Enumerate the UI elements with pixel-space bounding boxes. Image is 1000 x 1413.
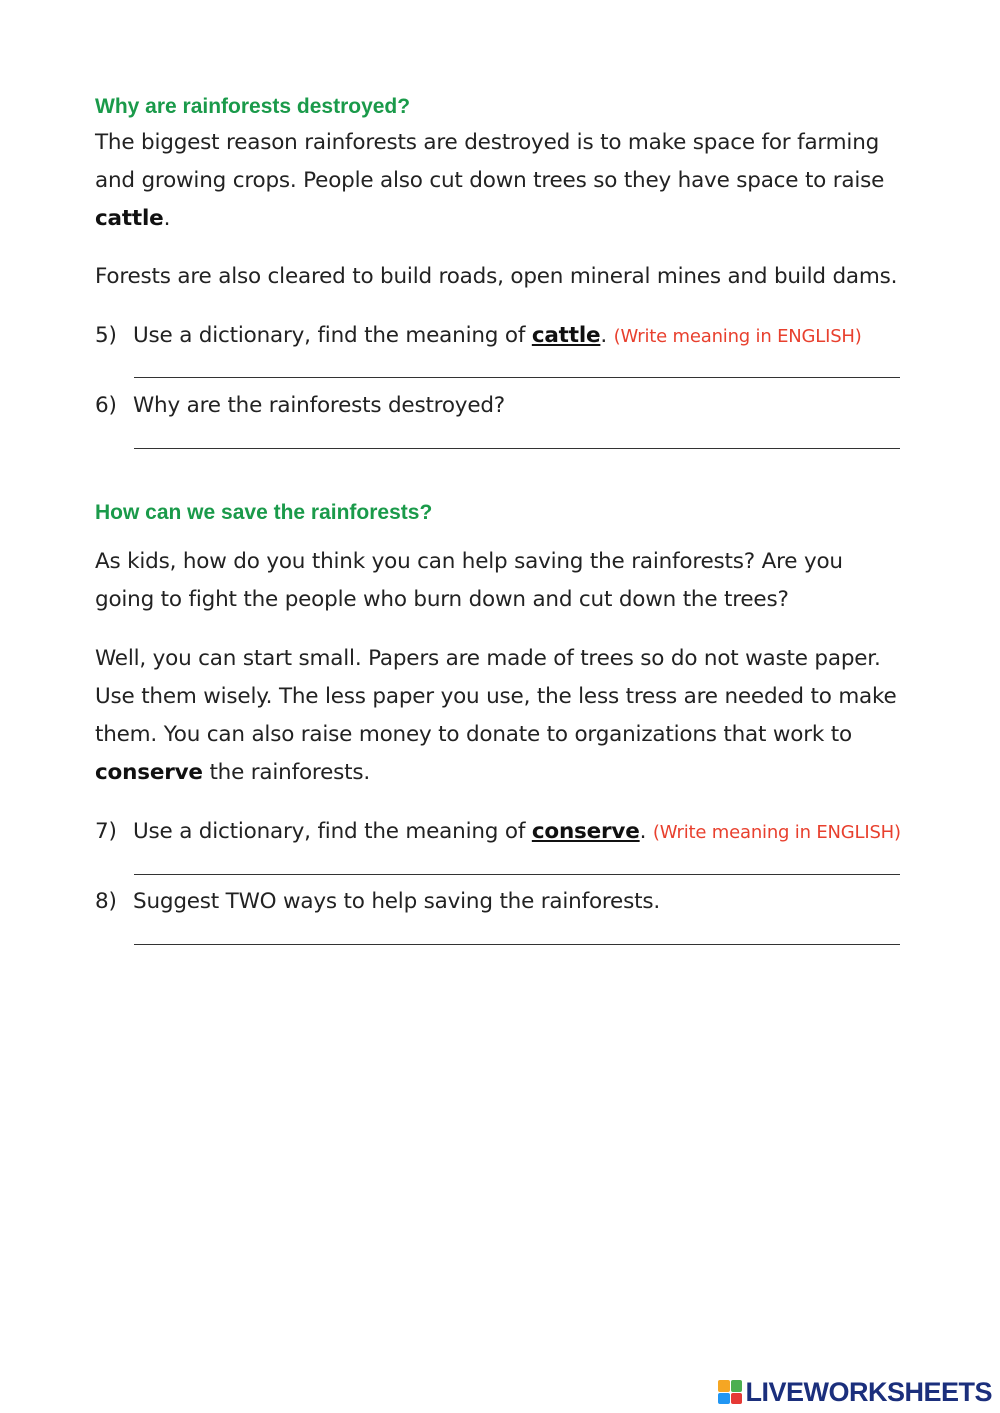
answer-line-8[interactable] [134, 944, 900, 945]
question-number: 7) [95, 819, 117, 844]
keyword-cattle: cattle [95, 206, 164, 231]
question-7 [95, 817, 901, 848]
answer-line-6[interactable] [134, 448, 900, 449]
keyword-conserve: conserve [95, 760, 203, 785]
question-text: Use a dictionary, find the meaning of [133, 819, 532, 844]
paragraph-kids-help: As kids, how do you think you can help saving the rainforests? Are you going to fight the people who burn down and cut down the trees? [95, 549, 843, 612]
question-text: Why are the rainforests destroyed? [133, 393, 506, 418]
paragraph-forests-cleared: Forests are also cleared to build roads, open mineral mines and build dams. [95, 264, 898, 289]
liveworksheets-logo [718, 1377, 992, 1407]
paragraph-reason-destroyed [95, 124, 905, 238]
paragraph-punct: . [163, 206, 171, 231]
answer-line-7[interactable] [134, 874, 900, 875]
instruction-note: (Write meaning in ENGLISH) [613, 326, 862, 347]
logo-text: LIVEWORKSHEETS [745, 1376, 992, 1407]
section-heading-why-destroyed: Why are rainforests destroyed? [95, 95, 411, 118]
question-6 [95, 391, 505, 421]
question-number: 8) [95, 889, 117, 914]
question-punct: . [600, 323, 608, 348]
section-heading-how-save: How can we save the rainforests? [95, 501, 433, 524]
question-5 [95, 321, 862, 352]
question-text: Use a dictionary, find the meaning of [133, 323, 532, 348]
keyword-cattle-underlined: cattle [531, 323, 601, 348]
paragraph-text: The biggest reason rainforests are destroyed is to make space for farming and growing crops. People also cut down trees so they have space to raise [95, 130, 885, 193]
paragraph-end: the rainforests. [202, 760, 370, 785]
paragraph-start-small [95, 640, 905, 792]
question-number: 5) [95, 323, 117, 348]
answer-line-5[interactable] [134, 377, 900, 378]
logo-mark-icon [718, 1380, 742, 1404]
question-text: Suggest TWO ways to help saving the rainforests. [133, 889, 660, 914]
paragraph-text: Well, you can start small. Papers are made of trees so do not waste paper. Use them wisely. The less paper you use, the less tress are needed to make them. You can also raise money to donate to organizations that work to [95, 646, 897, 747]
question-punct: . [639, 819, 647, 844]
question-number: 6) [95, 393, 117, 418]
keyword-conserve-underlined: conserve [531, 819, 640, 844]
question-8 [95, 887, 660, 917]
instruction-note: (Write meaning in ENGLISH) [652, 822, 901, 843]
